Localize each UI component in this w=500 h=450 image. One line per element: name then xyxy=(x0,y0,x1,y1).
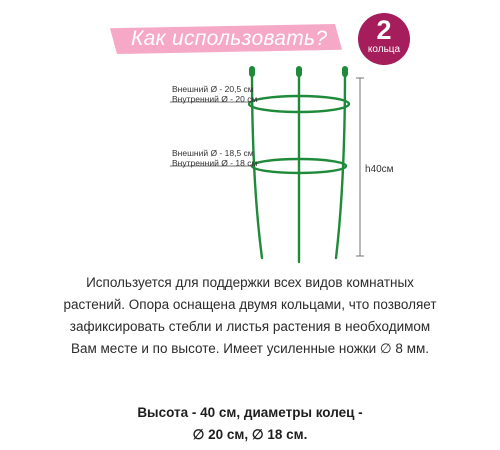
product-description: Используется для поддержки всех видов комнатных растений. Опора оснащена двумя кольцами, что позволяет зафиксировать стебли и листья растения в необходимом Вам месте и по высоте. Имеет усиленные ножки ∅ 8 мм. xyxy=(63,275,437,356)
leg-cap-left xyxy=(249,66,255,77)
height-label: h40см xyxy=(365,164,394,175)
spec-line-2: ∅ 20 см, ∅ 18 см. xyxy=(192,427,308,442)
upper-ring-inner-label: Внутренний Ø - 20 см xyxy=(172,94,258,104)
badge-word: кольца xyxy=(367,44,401,55)
header-title: Как использовать? xyxy=(131,27,328,50)
product-specs xyxy=(60,402,440,446)
leg-cap-right xyxy=(342,66,348,77)
leg-caps xyxy=(249,66,348,77)
lower-ring-outer-label: Внешний Ø - 18,5 см xyxy=(172,148,254,158)
leg-cap-middle xyxy=(296,66,302,77)
height-dimension xyxy=(356,78,364,256)
spec-line-1: Высота - 40 см, диаметры колец - xyxy=(137,405,363,420)
support-legs xyxy=(252,73,345,262)
badge-number: 2 xyxy=(376,15,392,45)
upper-ring-outer-label: Внешний Ø - 20,5 см xyxy=(172,84,254,94)
lower-ring-inner-label: Внутренний Ø - 18 см xyxy=(172,158,258,168)
